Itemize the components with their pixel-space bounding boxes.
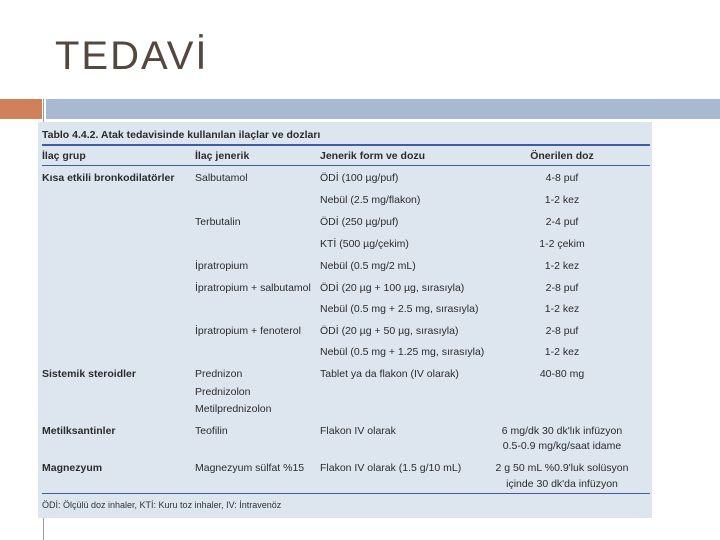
row-drug-generic: Prednizolon: [195, 386, 251, 398]
row-generic-form: ÖDİ (20 µg + 50 µg, sırasıyla): [320, 325, 459, 337]
row-drug-group: Sistemik steroidler: [42, 368, 136, 380]
row-generic-form: Nebül (0.5 mg + 1.25 mg, sırasıyla): [320, 346, 485, 358]
table-row: [38, 368, 652, 388]
row-generic-form: Flakon IV olarak (1.5 g/10 mL): [320, 462, 462, 474]
table-rule-top: [42, 144, 650, 146]
row-drug-generic: Terbutalin: [195, 216, 241, 228]
table-row: [38, 238, 652, 258]
row-drug-generic: İpratropium + fenoterol: [195, 325, 301, 337]
row-recommended-dose: içinde 30 dk'da infüzyon: [506, 478, 618, 490]
header-drug-group: İlaç grup: [42, 150, 86, 162]
table-row: [38, 194, 652, 214]
table-footnote: ÖDİ: Ölçülü doz inhaler, KTİ: Kuru toz inhaler, IV: İntravenöz: [42, 500, 282, 510]
row-recommended-dose: 2-8 puf: [545, 282, 579, 294]
table-row: [38, 440, 652, 460]
table-row: [38, 403, 652, 423]
table-row: [38, 282, 652, 302]
row-generic-form: KTİ (500 µg/çekim): [320, 238, 409, 250]
drug-table: [38, 122, 652, 518]
header-generic-form: Jenerik form ve dozu: [320, 150, 426, 162]
header-drug-generic: İlaç jenerik: [195, 150, 250, 162]
row-recommended-dose: 4-8 puf: [545, 172, 579, 184]
row-generic-form: Nebül (0.5 mg/2 mL): [320, 260, 416, 272]
table-row: [38, 478, 652, 498]
table-row: [38, 216, 652, 236]
row-recommended-dose: 1-2 çekim: [539, 238, 585, 250]
row-drug-generic: Metilprednizolon: [195, 403, 272, 415]
row-drug-generic: İpratropium: [195, 260, 249, 272]
accent-bar-blue: [46, 99, 720, 119]
row-recommended-dose: 1-2 kez: [544, 194, 580, 206]
table-row: [38, 260, 652, 280]
table-row: [38, 346, 652, 366]
row-generic-form: Tablet ya da flakon (IV olarak): [320, 368, 459, 380]
table-rule-bottom: [42, 493, 650, 494]
row-recommended-dose: 1-2 kez: [544, 260, 580, 272]
row-generic-form: ÖDİ (20 µg + 100 µg, sırasıyla): [320, 282, 465, 294]
row-recommended-dose: 2-4 puf: [545, 216, 579, 228]
table-row: [38, 325, 652, 345]
row-generic-form: Flakon IV olarak: [320, 425, 396, 437]
row-drug-group: Kısa etkili bronkodilatörler: [42, 172, 175, 184]
table-row: [38, 172, 652, 192]
row-recommended-dose: 2-8 puf: [545, 325, 579, 337]
row-generic-form: Nebül (2.5 mg/flakon): [320, 194, 421, 206]
row-drug-generic: Prednizon: [195, 368, 243, 380]
row-drug-generic: Teofilin: [195, 425, 228, 437]
accent-bar-orange: [0, 99, 42, 119]
row-recommended-dose: 6 mg/dk 30 dk'lık infüzyon: [501, 425, 623, 437]
row-recommended-dose: 0.5-0.9 mg/kg/saat idame: [502, 440, 622, 452]
table-header-row: [38, 150, 652, 164]
row-recommended-dose: 1-2 kez: [544, 346, 580, 358]
table-rule-header: [42, 165, 650, 166]
row-drug-group: Metilksantinler: [42, 425, 116, 437]
row-drug-generic: Magnezyum sülfat %15: [195, 462, 305, 474]
row-generic-form: Nebül (0.5 mg + 2.5 mg, sırasıyla): [320, 303, 479, 315]
table-row: [38, 303, 652, 323]
row-recommended-dose: 40-80 mg: [539, 368, 585, 380]
table-caption: Tablo 4.4.2. Atak tedavisinde kullanılan ilaçlar ve dozları: [42, 129, 321, 141]
row-recommended-dose: 1-2 kez: [544, 303, 580, 315]
header-recommended-dose: Önerilen doz: [530, 150, 594, 162]
slide-title: TEDAVİ: [55, 34, 209, 78]
row-recommended-dose: 2 g 50 mL %0.9'luk solüsyon: [495, 462, 629, 474]
row-drug-group: Magnezyum: [42, 462, 103, 474]
row-generic-form: ÖDİ (100 µg/puf): [320, 172, 399, 184]
row-generic-form: ÖDİ (250 µg/puf): [320, 216, 399, 228]
row-drug-generic: Salbutamol: [195, 172, 248, 184]
row-drug-generic: İpratropium + salbutamol: [195, 282, 311, 294]
